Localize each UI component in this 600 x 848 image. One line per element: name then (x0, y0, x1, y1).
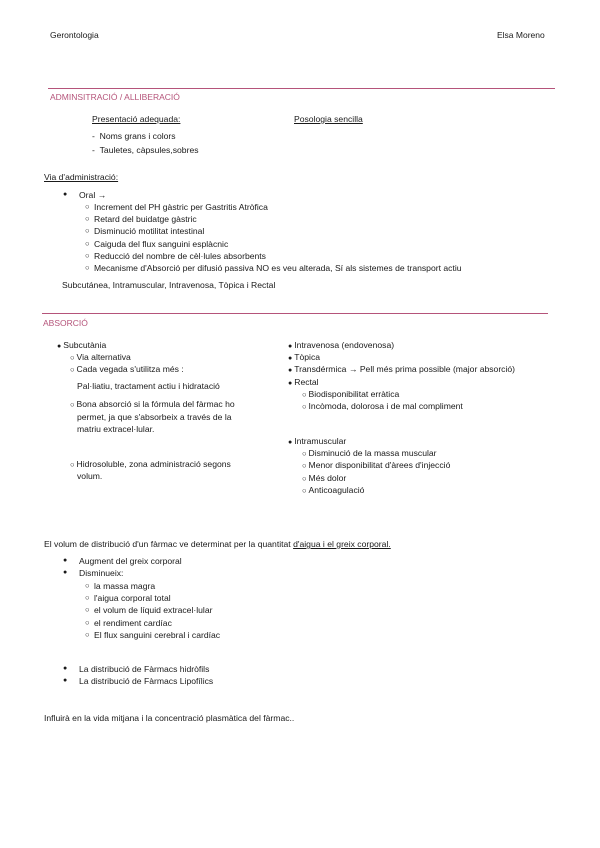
distribucio-list (79, 555, 182, 579)
presentacio-item: - Noms grans i colors (92, 131, 176, 141)
subcutania-subitem: ○ Hidrosoluble, zona administració segons (70, 459, 231, 469)
disminueix-subitem: ○ El flux sanguini cerebral i cardíac (94, 629, 220, 641)
topica-item: ● Tòpica (288, 352, 321, 362)
oral-item: ○ Reducció del nombre de cèl·lules absorbents (94, 250, 462, 262)
oral-items-list (94, 201, 462, 274)
rectal-item: ● Rectal (288, 377, 319, 387)
disminueix-list (94, 580, 220, 641)
subcutania-subitem-cont: permet, ja que s'absorbeix a través de la (77, 412, 232, 422)
hidrofils-item: ● La distribució de Fàrmacs hidròfils (79, 663, 213, 675)
via-heading: Via d'administració: (44, 172, 119, 182)
subcutania-subitem: ○ Bona absorció si la fórmula del fàrmac ho (70, 399, 235, 409)
subcutania-item: ● Subcutània (57, 340, 107, 350)
rectal-subitem: ○ Incòmoda, dolorosa i de mal compliment (302, 401, 463, 411)
subcutania-subitem: ○ Via alternativa (70, 352, 131, 362)
disminueix-subitem: ○ la massa magra (94, 580, 220, 592)
intramuscular-subitem: ○ Disminució de la massa muscular (302, 448, 437, 458)
other-routes: Subcutánea, Intramuscular, Intravenosa, Tòpica i Rectal (62, 280, 276, 290)
intravenosa-item: ● Intravenosa (endovenosa) (288, 340, 395, 350)
subcutania-subitem-cont: volum. (77, 471, 103, 481)
presentacio-heading: Presentació adequada: (92, 114, 181, 124)
disminueix-subitem: ○ l'aigua corporal total (94, 592, 220, 604)
lipofilics-item: ● La distribució de Fàrmacs Lipofílics (79, 675, 213, 687)
header-subject: Gerontologia (50, 30, 99, 40)
oral-item: ○ Caiguda del flux sanguini esplàcnic (94, 238, 462, 250)
section-title-absorcio: ABSORCIÓ (43, 318, 88, 328)
intramuscular-subitem: ○ Menor disponibilitat d'àrees d'injecció (302, 460, 451, 470)
oral-list (79, 189, 106, 201)
disminueix-subitem: ○ el rendiment cardíac (94, 617, 220, 629)
subcutania-subitem-cont: matriu extracel·lular. (77, 424, 155, 434)
distribucio-intro: El volum de distribució d'un fàrmac ve determinat per la quantitat d'aigua i el greix corporal. (44, 539, 391, 549)
oral-item: ○ Mecanisme d'Absorció per difusió passiva NO es veu alterada, Sí als sistemes de transport actiu (94, 262, 462, 274)
oral-item: ○ Increment del PH gàstric per Gastritis Atròfica (94, 201, 462, 213)
rectal-subitem: ○ Biodisponibilitat erràtica (302, 389, 400, 399)
disminueix-subitem: ○ el volum de líquid extracel·lular (94, 604, 220, 616)
oral-label: ● Oral → (79, 189, 106, 201)
distribucio-conclusion: Influirà en la vida mitjana i la concentració plasmàtica del fàrmac.. (44, 713, 295, 723)
intramuscular-subitem: ○ Anticoagulació (302, 485, 365, 495)
distribucio-intro-underlined: d'aigua i el greix corporal. (293, 539, 391, 549)
transdermica-item: ● Transdérmica → Pell més prima possible (major absorció) (288, 364, 516, 374)
section-title-administracio: ADMINSITRACIÓ / ALLIBERACIÓ (50, 92, 180, 102)
subcutania-note: Pal·liatiu, tractament actiu i hidratació (77, 381, 220, 391)
subcutania-subitem: ○ Cada vegada s'utilitza més : (70, 364, 184, 374)
oral-item: ○ Disminució motilitat intestinal (94, 225, 462, 237)
distribucio-farmacs-list (79, 663, 213, 687)
oral-item: ○ Retard del buidatge gàstric (94, 213, 462, 225)
section-rule-2 (42, 313, 548, 314)
intramuscular-subitem: ○ Més dolor (302, 473, 347, 483)
header-author: Elsa Moreno (497, 30, 545, 40)
presentacio-item: - Tauletes, càpsules,sobres (92, 145, 199, 155)
disminueix-item: ● Disminueix: (79, 567, 182, 579)
augment-item: ● Augment del greix corporal (79, 555, 182, 567)
section-rule-1 (48, 88, 555, 89)
intramuscular-item: ● Intramuscular (288, 436, 347, 446)
posologia-heading: Posologia sencilla (294, 114, 363, 124)
